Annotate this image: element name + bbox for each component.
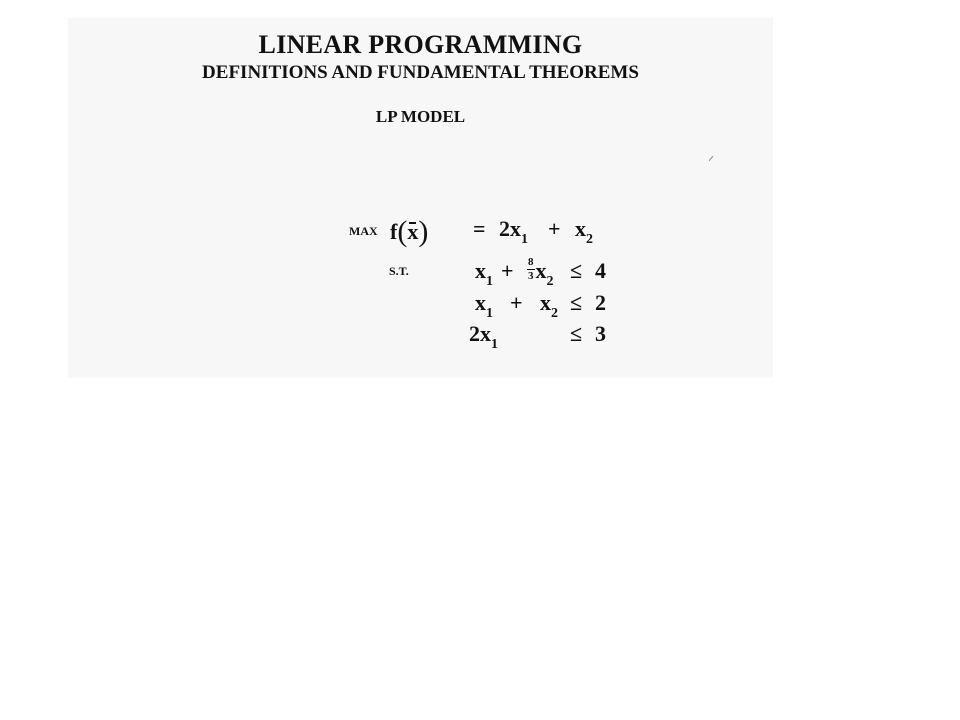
right-paren: ) — [418, 215, 429, 248]
equals-sign: = — [473, 216, 486, 241]
c1-fraction: $\frac{8}{3}$ — [528, 256, 534, 283]
c2-plus: + — [510, 290, 523, 315]
max-label: MAX — [349, 224, 378, 238]
title: LINEAR PROGRAMMING — [258, 30, 583, 59]
c1-leq: ≤ — [570, 258, 583, 283]
vector-x: x — [407, 219, 419, 244]
c3-rhs: 3 — [595, 321, 606, 346]
objective-term-1: $2x_1$ — [499, 216, 528, 247]
c1-term-1: $x_1$ — [475, 258, 493, 289]
c3-leq: ≤ — [570, 321, 583, 346]
c3-term-1: $2x_1$ — [469, 321, 498, 352]
section-heading: LP MODEL — [375, 107, 466, 126]
c1-term-2: $\frac{8}{3}$ $x_2$ — [528, 256, 554, 289]
c2-term-1: $x_1$ — [475, 290, 493, 321]
function-name: f — [390, 219, 398, 244]
objective-term-2: $x_2$ — [575, 216, 593, 247]
c1-rhs: 4 — [595, 258, 606, 283]
subtitle: DEFINITIONS AND FUNDAMENTAL THEOREMS — [202, 62, 639, 83]
scan-speck — [709, 156, 714, 161]
left-paren: ( — [397, 215, 408, 248]
c1-plus: + — [501, 258, 514, 283]
objective-plus: + — [548, 216, 561, 241]
st-label: S.T. — [389, 264, 409, 278]
c2-rhs: 2 — [595, 290, 606, 315]
objective-function — [390, 215, 429, 248]
scanned-slide — [68, 18, 773, 378]
c2-leq: ≤ — [570, 290, 583, 315]
c2-term-2: $x_2$ — [540, 290, 558, 321]
